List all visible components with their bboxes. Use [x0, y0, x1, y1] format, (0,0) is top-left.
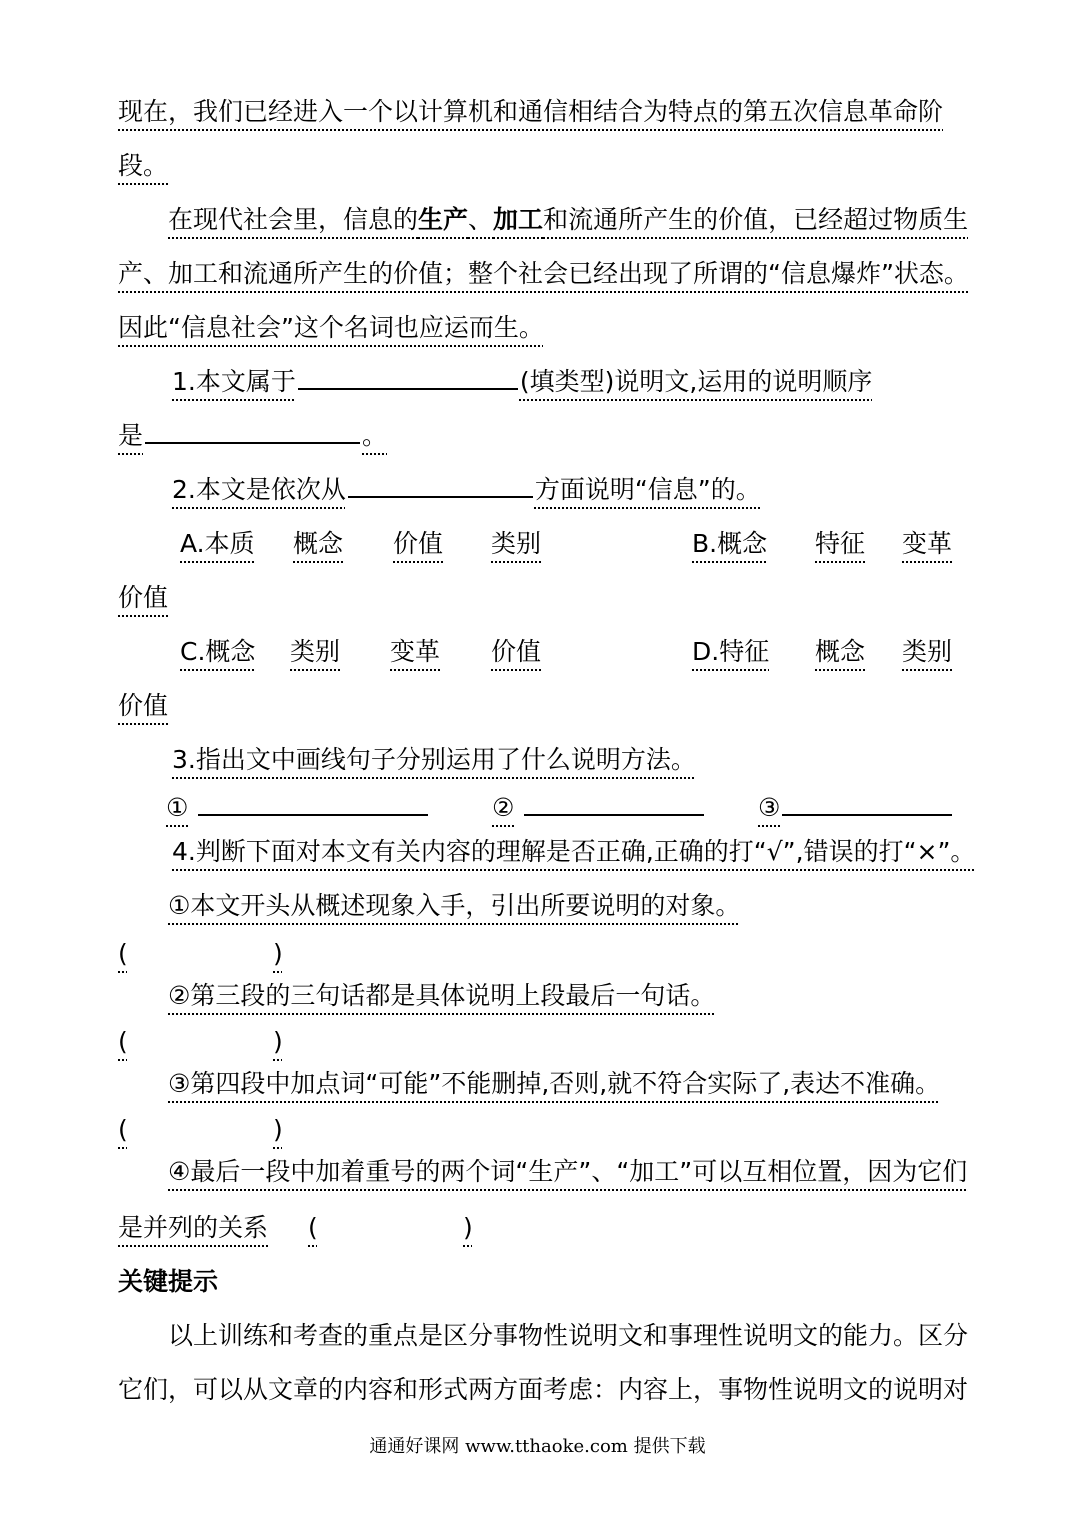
text-segment: 和流通所产生的价值，已经超过物质生	[543, 205, 969, 234]
paren-open: (	[118, 1115, 128, 1144]
paren-close: )	[463, 1213, 473, 1242]
option-b-item: 变革	[902, 529, 953, 558]
mark-3: ③	[758, 793, 781, 822]
option-a-item: 概念	[293, 529, 344, 558]
mark-1: ①	[166, 793, 189, 822]
emphasis-word-processing: 加工	[493, 205, 544, 234]
paren-close: )	[273, 1027, 283, 1056]
option-a-item: 类别	[491, 529, 542, 558]
question-4-item-3: ③第四段中加点词“可能”不能删掉,否则,就不符合实际了,表达不准确。	[168, 1069, 941, 1098]
question-1-text: 1.本文属于	[172, 367, 296, 396]
answer-paren-2[interactable]	[118, 1022, 318, 1062]
page-footer: 通通好课网 www.tthaoke.com 提供下载	[369, 1436, 706, 1457]
answer-mark-3	[758, 788, 954, 828]
option-d-tail: 价值	[118, 691, 169, 720]
paren-open: (	[118, 939, 128, 968]
text-line-2: 段。	[118, 151, 169, 180]
question-1-text-3: 是	[118, 421, 144, 450]
question-1-end: 。	[362, 421, 388, 450]
option-a-item: 价值	[393, 529, 444, 558]
question-1	[172, 362, 960, 402]
option-c-item: 变革	[390, 637, 441, 666]
option-d-item: 概念	[815, 637, 866, 666]
question-4-item-2: ②第三段的三句话都是具体说明上段最后一句话。	[168, 981, 716, 1010]
text-line-3	[168, 200, 969, 240]
option-c-item: 类别	[290, 637, 341, 666]
text-line-4: 产、加工和流通所产生的价值；整个社会已经出现了所谓的“信息爆炸”状态。	[118, 259, 969, 288]
question-2-text-2: 方面说明“信息”的。	[534, 475, 761, 504]
text-line-5: 因此“信息社会”这个名词也应运而生。	[118, 313, 544, 342]
hint-line-1: 以上训练和考查的重点是区分事物性说明文和事理性说明文的能力。区分	[168, 1321, 969, 1350]
hint-line-2: 它们，可以从文章的内容和形式两方面考虑：内容上，事物性说明文的说明对	[118, 1375, 969, 1404]
option-b-tail: 价值	[118, 583, 169, 612]
options-row-ab	[118, 524, 960, 564]
answer-paren-1[interactable]	[118, 934, 318, 974]
option-a-label: A.本质	[180, 529, 255, 558]
text-segment: 、	[468, 205, 494, 234]
question-3-text: 3.指出文中画线句子分别运用了什么说明方法。	[172, 745, 696, 774]
paren-close: )	[273, 1115, 283, 1144]
option-b-item: 特征	[815, 529, 866, 558]
question-1-cont	[118, 416, 960, 456]
mark-2: ②	[492, 793, 515, 822]
answer-paren-3[interactable]	[118, 1110, 318, 1150]
answer-blank-order[interactable]	[145, 416, 360, 444]
answer-blank-method-3[interactable]	[782, 788, 952, 816]
options-row-cd	[118, 632, 960, 672]
emphasis-word-production: 生产	[418, 205, 469, 234]
question-4-item-4-text: 是并列的关系	[118, 1213, 269, 1242]
question-2-text: 2.本文是依次从	[172, 475, 346, 504]
option-c-item: 价值	[491, 637, 542, 666]
option-b-label: B.概念	[692, 529, 768, 558]
question-1-text-2: (填类型)说明文,运用的说明顺序	[519, 367, 873, 396]
paren-close: )	[273, 939, 283, 968]
question-3	[172, 740, 960, 780]
option-c-label: C.概念	[180, 637, 256, 666]
question-4	[172, 832, 976, 872]
question-4-item-1: ①本文开头从概述现象入手，引出所要说明的对象。	[168, 891, 741, 920]
answer-blank-aspects[interactable]	[348, 470, 533, 498]
option-d-item: 类别	[902, 637, 953, 666]
question-3-blanks	[118, 788, 960, 828]
text-line-1: 现在，我们已经进入一个以计算机和通信相结合为特点的第五次信息革命阶	[118, 97, 944, 126]
answer-mark-1	[166, 788, 430, 828]
text-segment: 在现代社会里，信息的	[168, 205, 419, 234]
answer-blank-type[interactable]	[298, 362, 518, 390]
option-d-label: D.特征	[692, 637, 770, 666]
answer-mark-2	[492, 788, 706, 828]
paren-open: (	[118, 1027, 128, 1056]
question-4-text: 4.判断下面对本文有关内容的理解是否正确,正确的打“√”,错误的打“×”。	[172, 837, 976, 866]
answer-blank-method-1[interactable]	[198, 788, 428, 816]
paren-open: (	[308, 1213, 318, 1242]
question-2	[172, 470, 960, 510]
hint-heading: 关键提示	[118, 1267, 219, 1296]
question-4-item-4-cont	[118, 1208, 960, 1248]
answer-blank-method-2[interactable]	[524, 788, 704, 816]
question-4-item-4: ④最后一段中加着重号的两个词“生产”、“加工”可以互相位置，因为它们	[168, 1157, 968, 1186]
